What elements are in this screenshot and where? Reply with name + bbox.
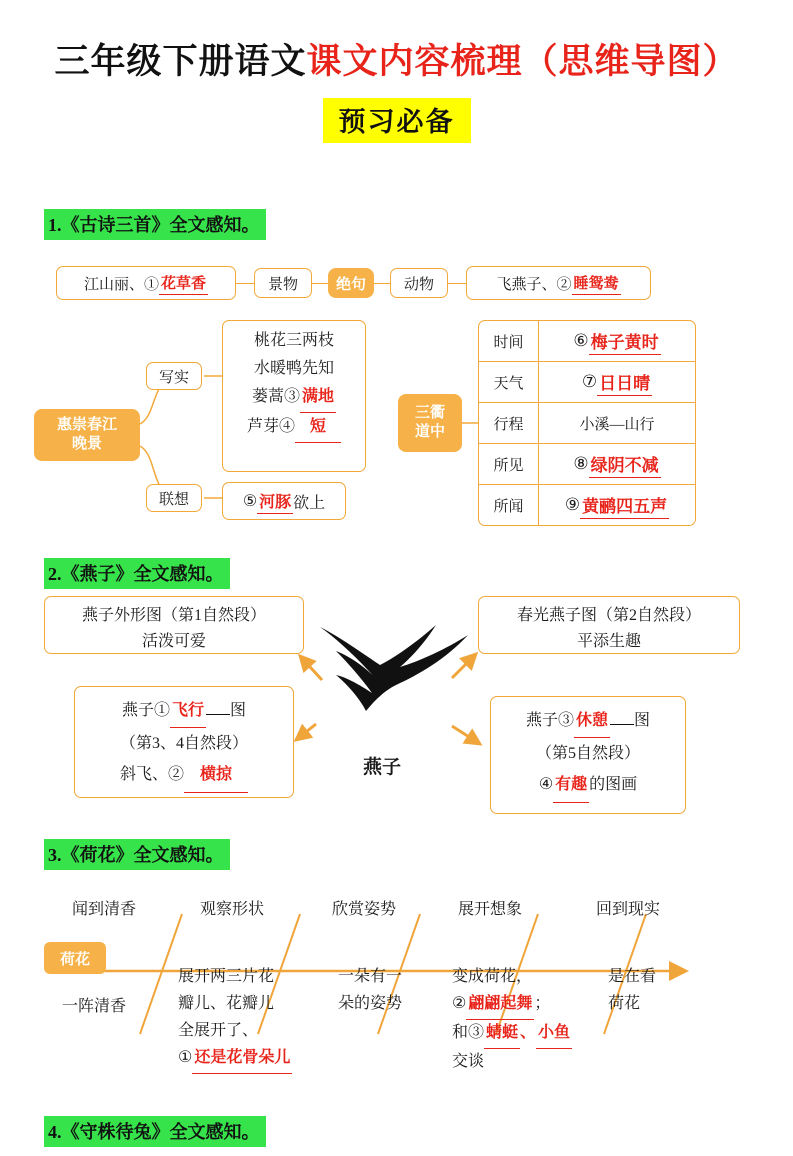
poem-branch2-suffix: 欲上 (293, 494, 326, 512)
lotus-b3-line2 (452, 1020, 612, 1049)
lotus-b3-line2-blank2: 小鱼 (536, 1020, 572, 1049)
table-cell-key: 所闻 (479, 485, 539, 525)
lotus-b4-line1: 荷花 (608, 994, 641, 1012)
lotus-b3-line0: 变成荷花， (452, 968, 533, 985)
swallow-top-left-line1: 燕子外形图（第1自然段） (81, 607, 266, 624)
swallow-br-line1-suffix: 图 (634, 712, 651, 729)
lotus-b1-line0: 展开两三片花 (178, 968, 275, 985)
poem-top-right-blank: 睡鸳鸯 (572, 272, 621, 295)
poem-scene-box: 景物 (254, 268, 312, 298)
table-cell-text: 梅子黄时 (589, 328, 661, 355)
poem-huichong-line1: 惠崇春江 (56, 417, 117, 434)
poem-jueju-center: 绝句 (328, 268, 374, 298)
lotus-top-label-2: 欣赏姿势 (331, 901, 396, 918)
poem-top-left-pre: 江山丽、① (83, 276, 159, 293)
lotus-bottom-block-3 (452, 964, 612, 1076)
lotus-b0-line0: 一阵清香 (62, 998, 127, 1015)
table-cell-key: 时间 (479, 321, 539, 361)
poem-huichong-line2: 晚景 (71, 436, 102, 452)
poem-branch2-label: 联想 (146, 484, 202, 512)
poem-branch1-line-0: 桃花三两枝 (253, 332, 334, 349)
lotus-center-label: 荷花 (44, 942, 106, 974)
lotus-b2-line0: 一朵有一 (338, 968, 403, 985)
poem-top-left-blank: 花草香 (159, 272, 208, 295)
poem-branch2-blank: 河豚 (257, 489, 293, 514)
poem-branch1-line-2-pre: 蒌蒿③ (251, 388, 300, 405)
swallow-bl-line3-pre: 斜飞、② (119, 766, 184, 784)
lotus-top-label-0: 闻到清香 (71, 901, 136, 918)
table-cell-text: 日日晴 (597, 369, 652, 396)
poem-animal-box: 动物 (390, 268, 448, 298)
section-heading-2: 2.《燕子》全文感知。 (44, 558, 230, 589)
swallow-bl-line2: （第3、4自然段） (119, 735, 248, 753)
section-heading-3: 3.《荷花》全文感知。 (44, 839, 230, 870)
lotus-b3-line1-suffix: ； (534, 994, 551, 1012)
lotus-b3-line1 (452, 991, 612, 1020)
lotus-b1-line3-blank: 还是花骨朵儿 (192, 1045, 292, 1074)
subtitle-badge: 预习必备 (323, 98, 471, 143)
swallow-br-line1-pre: 燕子③ (525, 712, 574, 729)
lotus-top-label-3: 展开想象 (457, 901, 522, 918)
table-cell-text: 绿阴不减 (589, 451, 661, 478)
lotus-bottom-block-0 (62, 994, 172, 1020)
lotus-b2-line1: 朵的姿势 (338, 994, 403, 1012)
poem-sanqu-line1: 三衢 (414, 404, 445, 421)
swallow-bl-line3-blank: 横掠 (184, 759, 248, 792)
worksheet-page (0, 34, 793, 1156)
lotus-b1-line1: 瓣儿、花瓣儿 (178, 994, 275, 1012)
poem-sanqu-line2: 道中 (414, 424, 445, 440)
table-cell-num: ⑧ (573, 454, 589, 473)
swallow-top-right-line1: 春光燕子图（第2自然段） (516, 607, 701, 624)
swallow-br-line1-blank: 休憩 (574, 705, 610, 738)
swallow-br-line2: （第5自然段） (535, 745, 640, 763)
lotus-b1-line3-pre: ① (178, 1048, 193, 1066)
table-cell-num: ⑦ (581, 372, 598, 391)
poem-branch1-line-1: 水暖鸭先知 (253, 360, 334, 377)
section-heading-4: 4.《守株待兔》全文感知。 (44, 1116, 266, 1147)
lotus-b3-line2-mid: 、 (520, 1023, 537, 1041)
lotus-b3-line1-blank: 翩翩起舞 (466, 991, 534, 1020)
lotus-b1-line3 (178, 1045, 342, 1074)
lotus-top-label-1: 观察形状 (199, 901, 264, 918)
table-cell-key: 行程 (479, 403, 539, 443)
lotus-b1-line2: 全展开了、 (178, 1021, 259, 1039)
poem-top-right-pre: 飞燕子、② (496, 276, 572, 293)
lotus-top-label-4: 回到现实 (595, 901, 660, 918)
section-heading-1: 1.《古诗三首》全文感知。 (44, 209, 266, 240)
table-cell-value: 小溪—山行 (579, 416, 655, 433)
page-title-black: 三年级下册语文 (54, 42, 307, 81)
poem-branch1-label: 写实 (146, 362, 202, 390)
swallow-bl-line1-blank: 飞行 (170, 695, 206, 728)
lotus-b3-line2-pre: 和③ (452, 1023, 485, 1041)
poem-branch1-line-3-blank: 短 (295, 413, 341, 443)
swallow-br-line3-suffix: 的图画 (589, 776, 638, 794)
table-cell-key: 天气 (479, 362, 539, 402)
table-cell-key: 所见 (479, 444, 539, 484)
swallow-top-left-line2: 活泼可爱 (141, 632, 206, 650)
lotus-b3-line1-pre: ② (452, 994, 467, 1012)
swallow-br-line3-blank: 有趣 (553, 769, 589, 802)
poem-branch1-line-3-pre: 芦芽④ (246, 418, 295, 435)
poem-branch2-pre: ⑤ (242, 493, 258, 510)
table-cell-num: ⑥ (573, 331, 589, 350)
lotus-bottom-block-4 (608, 964, 718, 1018)
lotus-b3-line3: 交谈 (452, 1052, 485, 1070)
swallow-center-label: 燕子 (362, 757, 401, 778)
swallow-br-line3-pre: ④ (538, 776, 554, 794)
swallow-bl-line1-pre: 燕子① (121, 702, 170, 719)
table-cell-num: ⑨ (564, 495, 581, 514)
table-cell-text: 黄鹂四五声 (580, 492, 669, 519)
swallow-bl-line1-suffix: 图 (230, 702, 247, 719)
lotus-b3-line2-blank1: 蜻蜓 (484, 1020, 520, 1049)
poem-branch1-line-2-blank: 满地 (300, 383, 336, 413)
swallow-top-right-line2: 平添生趣 (576, 632, 641, 650)
lotus-bottom-block-1 (178, 964, 342, 1074)
lotus-b4-line0: 是在看 (608, 968, 657, 985)
page-title-red: 课文内容梳理（思维导图） (306, 42, 739, 81)
lotus-bottom-block-2 (338, 964, 448, 1018)
